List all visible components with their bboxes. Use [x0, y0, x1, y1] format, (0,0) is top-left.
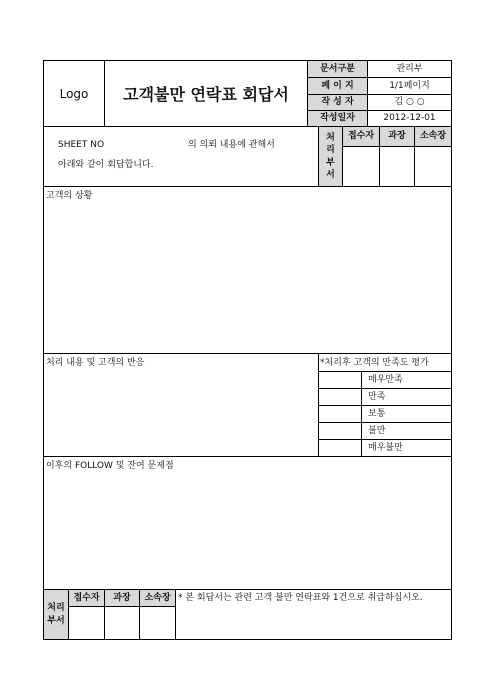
- intro-sign-head[interactable]: [415, 147, 451, 186]
- situation-label: 고객의 상황: [46, 191, 93, 201]
- info-label-date: 작성일자: [308, 111, 367, 126]
- footer-approval-label: 처리 부서: [44, 590, 68, 639]
- satisfaction-option-satisfied: 만족: [368, 391, 386, 402]
- footer-approval-manager: 과장: [105, 590, 139, 606]
- satisfaction-title: *처리후 고객의 만족도 평가: [320, 358, 429, 368]
- satisfaction-check-very-satisfied[interactable]: [320, 372, 361, 388]
- footer-sign-receiver[interactable]: [69, 607, 104, 639]
- situation-textarea[interactable]: [44, 204, 451, 352]
- info-label-author: 작 성 자: [308, 95, 367, 110]
- intro-approval-label: 처 리 부 서: [319, 127, 342, 186]
- satisfaction-check-very-dissatisfied[interactable]: [320, 440, 361, 456]
- info-value-author: 김 ○ ○: [394, 97, 425, 107]
- footer-note: * 본 회답서는 관련 고객 불만 연락표와 1건으로 취급하십시오.: [178, 593, 423, 603]
- satisfaction-option-dissatisfied: 불만: [368, 425, 386, 436]
- intro-sign-manager[interactable]: [380, 147, 414, 186]
- logo-text: Logo: [59, 86, 89, 101]
- handling-textarea[interactable]: [44, 371, 318, 455]
- info-value-date: 2012-12-01: [383, 113, 436, 123]
- satisfaction-option-neutral: 보통: [368, 408, 386, 419]
- regarding-text: 의 의뢰 내용에 관해서: [188, 140, 275, 150]
- handling-label: 처리 내용 및 고객의 반응: [46, 358, 145, 368]
- sheet-no-input[interactable]: [112, 136, 182, 152]
- footer-sign-head[interactable]: [140, 607, 175, 639]
- footer-sign-manager[interactable]: [105, 607, 139, 639]
- footer-approval-receiver: 접수자: [69, 590, 104, 606]
- satisfaction-check-satisfied[interactable]: [320, 389, 361, 405]
- intro-approval-manager: 과장: [380, 127, 414, 146]
- info-value-doc-type: 관리부: [396, 63, 423, 74]
- satisfaction-option-very-satisfied: 매우만족: [368, 374, 403, 385]
- satisfaction-check-neutral[interactable]: [320, 406, 361, 422]
- sheet-no-label: SHEET NO: [58, 140, 105, 150]
- followup-textarea[interactable]: [44, 474, 451, 588]
- intro-approval-receiver: 접수자: [343, 127, 379, 146]
- followup-label: 이후의 FOLLOW 및 잔여 문제점: [46, 461, 174, 471]
- intro-sign-receiver[interactable]: [343, 147, 379, 186]
- info-value-page: 1/1페이지: [389, 80, 430, 91]
- intro-approval-head: 소속장: [415, 127, 451, 146]
- satisfaction-option-very-dissatisfied: 매우불만: [368, 442, 403, 453]
- footer-approval-head: 소속장: [140, 590, 175, 606]
- info-label-doc-type: 문서구분: [308, 61, 367, 77]
- info-label-page: 페 이 지: [308, 78, 367, 94]
- satisfaction-check-dissatisfied[interactable]: [320, 423, 361, 439]
- page-title: 고객불만 연락표 회답서: [123, 85, 289, 104]
- reply-text: 아래와 같이 회답합니다.: [58, 160, 154, 170]
- logo: [44, 61, 104, 126]
